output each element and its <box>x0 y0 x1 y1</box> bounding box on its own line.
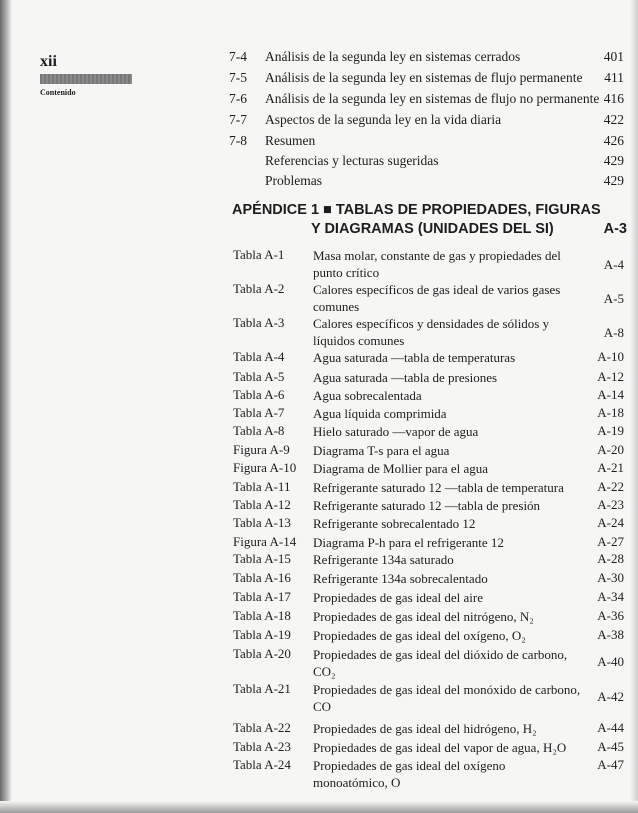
table-page: A-44 <box>597 720 624 735</box>
table-description: Agua sobrecalentada <box>313 388 422 403</box>
toc-page: 422 <box>603 112 624 127</box>
table-page: A-23 <box>597 497 624 512</box>
table-label: Tabla A-22 <box>233 720 291 735</box>
table-description: Diagrama T-s para el agua <box>313 443 450 458</box>
table-label: Tabla A-1 <box>233 247 285 262</box>
toc-row <box>0 91 638 111</box>
toc-number: 7-7 <box>229 112 247 127</box>
table-description: Propiedades de gas ideal del vapor de agua, H₂O <box>313 740 567 755</box>
toc-row <box>0 173 638 193</box>
table-description: Propiedades de gas ideal del hidrógeno, H₂ <box>313 721 537 736</box>
toc-row <box>0 112 638 132</box>
toc-row <box>0 133 638 153</box>
section-label: Contenido <box>40 88 76 97</box>
table-page: A-5 <box>603 291 624 306</box>
table-description: Calores específicos y densidades de sólidos y líquidos comunes <box>313 316 550 348</box>
table-description: Agua saturada —tabla de presiones <box>313 370 498 385</box>
table-label: Tabla A-11 <box>233 479 291 494</box>
table-page: A-28 <box>597 551 624 566</box>
toc-title: Análisis de la segunda ley en sistemas de flujo permanente <box>265 70 583 85</box>
table-page: A-10 <box>597 349 624 364</box>
toc-page: 416 <box>603 91 624 106</box>
toc-page: 429 <box>603 153 624 168</box>
toc-page: 426 <box>603 133 624 148</box>
toc-title: Análisis de la segunda ley en sistemas cerrados <box>265 49 521 64</box>
table-page: A-22 <box>597 479 624 494</box>
table-page: A-20 <box>597 442 624 457</box>
table-label: Figura A-9 <box>233 442 290 457</box>
toc-number: 7-8 <box>229 133 247 148</box>
table-label: Tabla A-24 <box>233 757 291 772</box>
toc-title: Referencias y lecturas sugeridas <box>265 153 439 168</box>
table-label: Tabla A-2 <box>233 281 285 296</box>
toc-page: 401 <box>603 49 624 64</box>
table-page: A-45 <box>597 739 624 754</box>
table-page: A-40 <box>597 654 624 669</box>
table-label: Figura A-10 <box>233 460 297 475</box>
table-description: Agua líquida comprimida <box>313 406 447 421</box>
appendix-title-line2: Y DIAGRAMAS (UNIDADES DEL SI) <box>311 221 554 237</box>
table-description: Refrigerante saturado 12 —tabla de temperatura <box>313 480 564 495</box>
table-page: A-24 <box>597 515 624 530</box>
table-description: Propiedades de gas ideal del aire <box>313 590 484 605</box>
table-page: A-18 <box>597 405 624 420</box>
table-label: Tabla A-3 <box>233 315 285 330</box>
appendix-heading <box>232 202 632 242</box>
table-label: Tabla A-16 <box>233 570 291 585</box>
bottom-shadow <box>0 801 638 813</box>
table-label: Tabla A-5 <box>233 369 285 384</box>
table-label: Tabla A-7 <box>233 405 285 420</box>
toc-number: 7-5 <box>229 70 247 85</box>
table-description: Propiedades de gas ideal del oxígeno, O₂ <box>313 628 526 643</box>
toc-title: Resumen <box>265 133 316 148</box>
toc-number: 7-6 <box>229 91 247 106</box>
table-page: A-38 <box>597 627 624 642</box>
toc-number: 7-4 <box>229 49 247 64</box>
table-description: Refrigerante 134a saturado <box>313 552 454 567</box>
table-page: A-19 <box>597 423 624 438</box>
toc-title: Análisis de la segunda ley en sistemas de flujo no permanente <box>265 91 600 106</box>
table-page: A-42 <box>597 689 624 704</box>
table-label: Tabla A-15 <box>233 551 291 566</box>
table-page: A-30 <box>597 570 624 585</box>
toc-page: 429 <box>603 173 624 188</box>
table-page: A-14 <box>597 387 624 402</box>
table-label: Tabla A-18 <box>233 608 291 623</box>
table-label: Tabla A-17 <box>233 589 291 604</box>
table-description: Diagrama de Mollier para el agua <box>313 461 489 476</box>
table-label: Tabla A-6 <box>233 387 285 402</box>
page-number: xii <box>40 53 57 70</box>
table-label: Tabla A-13 <box>233 515 291 530</box>
table-description: Propiedades de gas ideal del oxígeno monoatómico, O <box>313 758 506 790</box>
table-page: A-8 <box>603 325 624 340</box>
table-page: A-21 <box>597 460 624 475</box>
table-page: A-12 <box>597 369 624 384</box>
table-description: Agua saturada —tabla de temperaturas <box>313 350 516 365</box>
table-description: Propiedades de gas ideal del monóxido de carbono, CO <box>313 682 581 714</box>
table-label: Tabla A-23 <box>233 739 291 754</box>
table-label: Tabla A-4 <box>233 349 285 364</box>
table-label: Tabla A-8 <box>233 423 285 438</box>
toc-row <box>0 70 638 90</box>
toc-title: Problemas <box>265 173 322 188</box>
table-description: Hielo saturado —vapor de agua <box>313 424 479 439</box>
toc-title: Aspectos de la segunda ley en la vida diaria <box>265 112 502 127</box>
toc-row <box>0 153 638 173</box>
table-page: A-27 <box>597 534 624 549</box>
table-label: Tabla A-20 <box>233 646 291 661</box>
table-label: Tabla A-21 <box>233 681 291 696</box>
toc-page: 411 <box>604 70 624 85</box>
table-page: A-34 <box>597 589 624 604</box>
table-description: Refrigerante saturado 12 —tabla de presión <box>313 498 541 513</box>
table-description: Refrigerante sobrecalentado 12 <box>313 516 476 531</box>
table-description: Masa molar, constante de gas y propiedades del punto crítico <box>313 248 561 280</box>
appendix-title-line1: APÉNDICE 1 ■ TABLAS DE PROPIEDADES, FIGURAS <box>232 202 601 218</box>
table-page: A-36 <box>597 608 624 623</box>
table-description: Refrigerante 134a sobrecalentado <box>313 571 488 586</box>
table-label: Tabla A-19 <box>233 627 291 642</box>
table-label: Tabla A-12 <box>233 497 291 512</box>
toc-row <box>0 49 638 69</box>
table-description: Propiedades de gas ideal del nitrógeno, N₂ <box>313 609 534 624</box>
appendix-page: A-3 <box>603 221 627 237</box>
table-description: Calores específicos de gas ideal de varios gases comunes <box>313 282 561 314</box>
table-page: A-4 <box>603 257 624 272</box>
table-description: Propiedades de gas ideal del dióxido de carbono, CO₂ <box>313 647 568 679</box>
table-page: A-47 <box>597 757 624 772</box>
table-description: Diagrama P-h para el refrigerante 12 <box>313 535 504 550</box>
table-label: Figura A-14 <box>233 534 297 549</box>
